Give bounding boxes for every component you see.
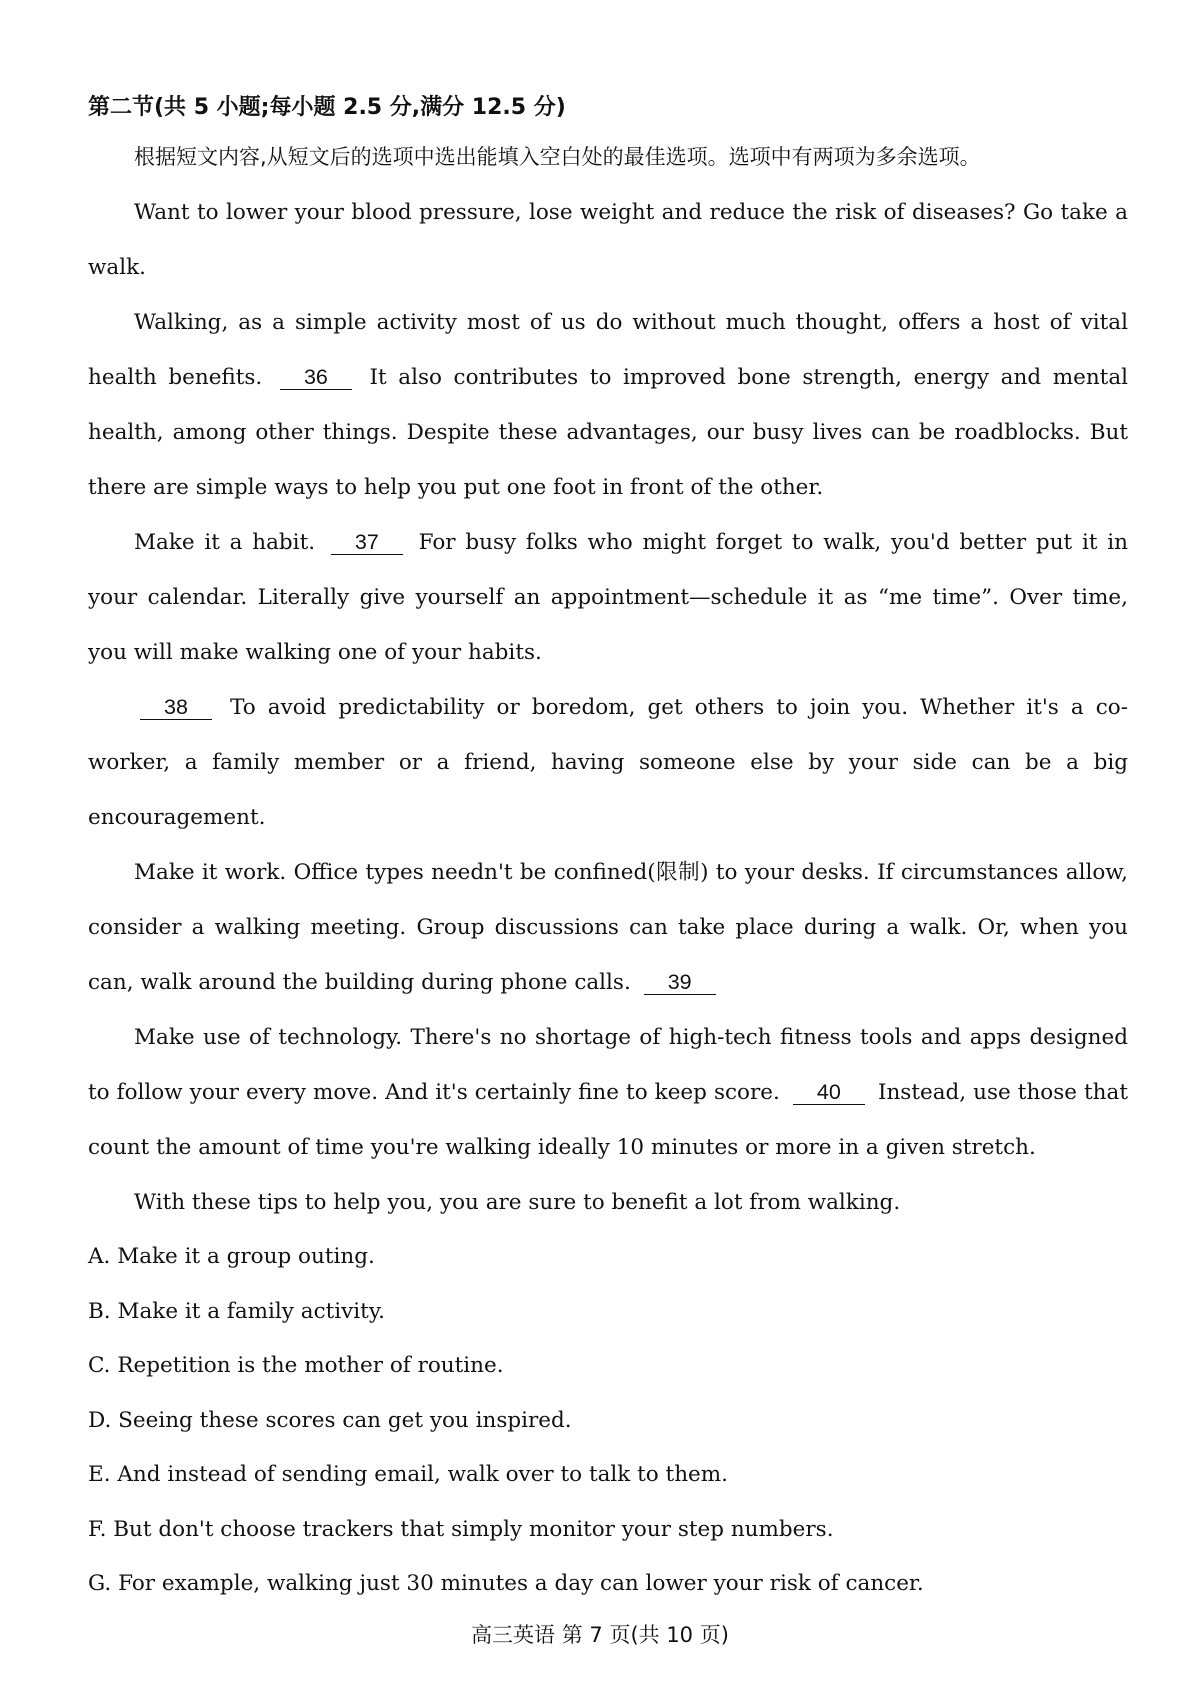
blank-40: 40 (793, 1080, 865, 1105)
exam-page (88, 86, 1128, 1612)
paragraph-4-text: To avoid predictability or boredom, get others to join you. Whether it's a co-worker, a family member or a friend, having someone else by your side can be a big encouragement. (88, 695, 1128, 830)
paragraph-2-text-b: It also contributes to improved bone strength, energy and mental health, among other things. Despite these advantages, our busy lives can be roadblocks. But there are simple ways to help you put one foot in front of the other. (88, 365, 1129, 500)
paragraph-6-text-b: Instead, use those that count the amount of time you're walking ideally 10 minutes or more in a given stretch. (88, 1080, 1128, 1160)
paragraph-5-text: Make it work. Office types needn't be confined(限制) to your desks. If circumstances allow, consider a walking meeting. Group discussions can take place during a walk. Or, when you can, walk around the building during phone calls. (88, 860, 1128, 995)
blank-38: 38 (140, 695, 212, 720)
blank-36: 36 (280, 365, 352, 390)
section-instruction: 根据短文内容,从短文后的选项中选出能填入空白处的最佳选项。选项中有两项为多余选项。 (134, 145, 981, 169)
passage-paragraph-6 (88, 1010, 1128, 1175)
option-a: A. Make it a group outing. (88, 1244, 375, 1269)
option-g: G. For example, walking just 30 minutes a day can lower your risk of cancer. (88, 1571, 924, 1596)
paragraph-6-text-a: Make use of technology. There's no shortage of high-tech fitness tools and apps designed to follow your every move. And it's certainly fine to keep score. (88, 1025, 1128, 1105)
section-title: 第二节(共 5 小题;每小题 2.5 分,满分 12.5 分) (88, 95, 566, 120)
passage-paragraph-4 (88, 680, 1128, 845)
option-c: C. Repetition is the mother of routine. (88, 1353, 504, 1378)
passage-paragraph-3 (88, 515, 1128, 680)
option-d: D. Seeing these scores can get you inspired. (88, 1407, 572, 1433)
passage-paragraph-5 (88, 845, 1128, 1010)
passage-paragraph-1: Want to lower your blood pressure, lose weight and reduce the risk of diseases? Go take a walk. (88, 200, 1128, 280)
blank-37: 37 (331, 530, 403, 555)
paragraph-3-text-b: For busy folks who might forget to walk, you'd better put it in your calendar. Literally give yourself an appointment—schedule it as “me time”. Over time, you will make walking one of your habits. (88, 530, 1128, 665)
paragraph-3-text-a: Make it a habit. (134, 530, 316, 555)
option-e: E. And instead of sending email, walk over to talk to them. (88, 1462, 728, 1487)
blank-39: 39 (644, 970, 716, 995)
paragraph-2-text-a: Walking, as a simple activity most of us do without much thought, offers a host of vital health benefits. (88, 310, 1128, 390)
page-footer: 高三英语 第 7 页(共 10 页) (471, 1623, 729, 1647)
option-b: B. Make it a family activity. (88, 1298, 385, 1324)
answer-options (88, 1230, 1128, 1612)
passage-paragraph-2 (88, 295, 1128, 515)
passage-paragraph-7: With these tips to help you, you are sure to benefit a lot from walking. (134, 1190, 901, 1215)
option-f: F. But don't choose trackers that simply monitor your step numbers. (88, 1516, 834, 1542)
